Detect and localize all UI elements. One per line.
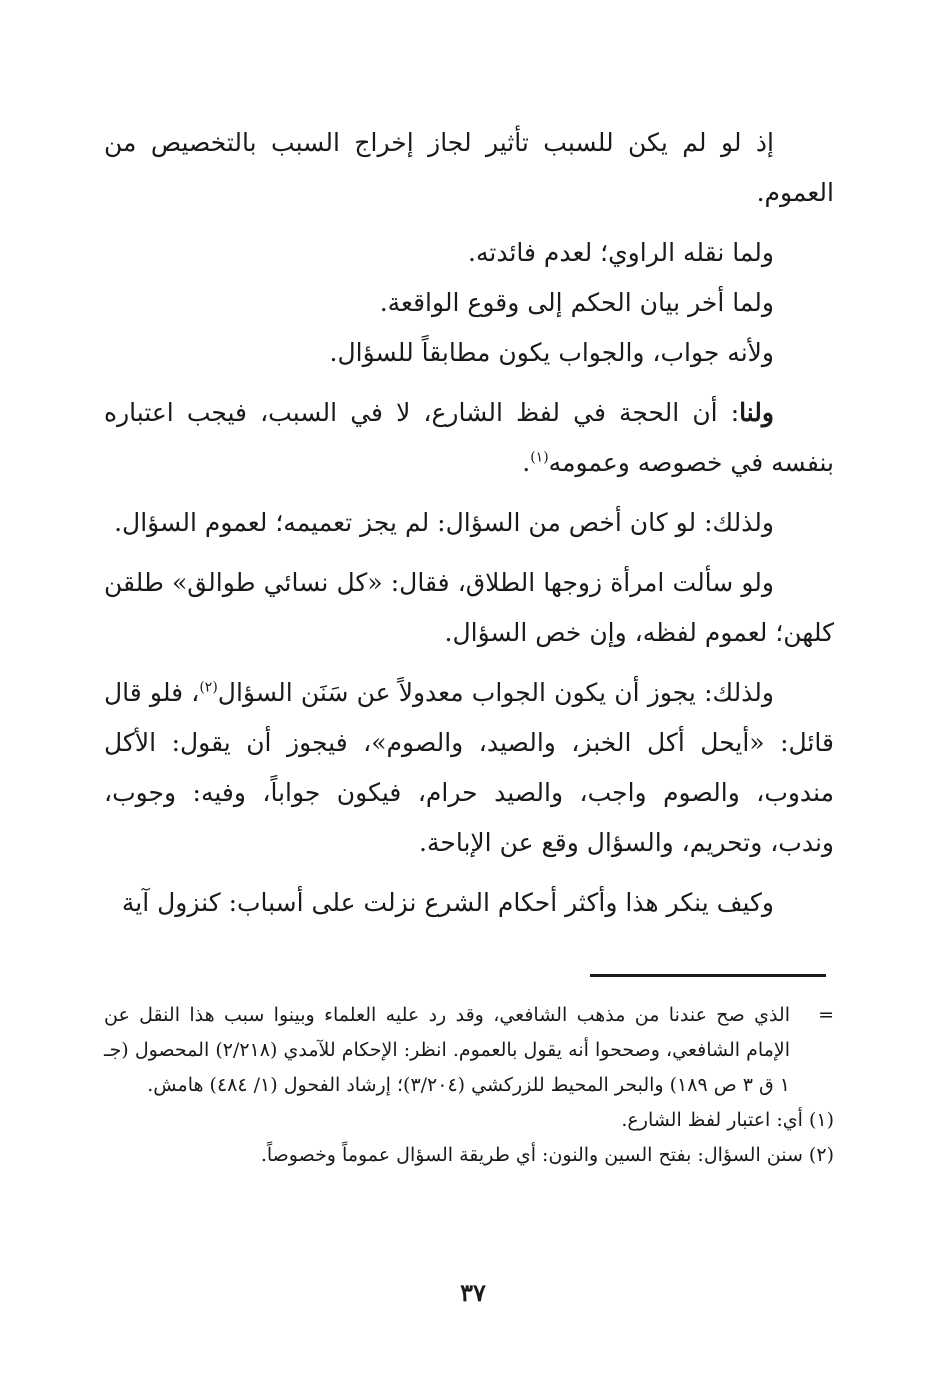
paragraph-8 <box>104 668 834 868</box>
footnotes <box>104 998 834 1173</box>
paragraph-5-bold: ولنا <box>739 398 774 427</box>
footnote-ref-2: (٢) <box>199 679 218 696</box>
footnote-continued <box>104 998 834 1103</box>
paragraph-7: ولو سألت امرأة زوجها الطلاق، فقال: «كل نسائي طوالق» طلقن كلهن؛ لعموم لفظه، وإن خص السؤال. <box>104 568 834 647</box>
paragraph-2: ولما نقله الراوي؛ لعدم فائدته. <box>468 238 774 267</box>
paragraph-8-b: ، فلو قال قائل: «أيحل أكل الخبز، والصيد، والصوم»، فيجوز أن يقول: الأكل مندوب، والصوم واجب، والصيد حرام، فيكون جواباً، وفيه: وجوب، وندب، وتحريم، والسؤال وقع عن الإباحة. <box>104 678 834 857</box>
paragraph-5-text: : أن الحجة في لفظ الشارع، لا في السبب، فيجب اعتباره بنفسه في خصوصه وعمومه <box>104 398 834 477</box>
paragraph-3: ولما أخر بيان الحكم إلى وقوع الواقعة. <box>379 288 774 317</box>
main-text <box>104 118 834 938</box>
footnote-2: (٢) سنن السؤال: بفتح السين والنون: أي طريقة السؤال عموماً وخصوصاً. <box>260 1144 834 1166</box>
paragraph-6: ولذلك: لو كان أخص من السؤال: لم يجز تعميمه؛ لعموم السؤال. <box>114 508 774 537</box>
paragraph-4: ولأنه جواب، والجواب يكون مطابقاً للسؤال. <box>329 338 774 367</box>
footnote-separator <box>590 974 826 977</box>
paragraph-8-a: ولذلك: يجوز أن يكون الجواب معدولاً عن سَنَن السؤال <box>217 678 774 707</box>
paragraph-5 <box>104 388 834 488</box>
paragraph-5-end: . <box>522 448 531 477</box>
footnote-ref-1: (١) <box>530 449 549 466</box>
page-number: ٣٧ <box>460 1278 486 1307</box>
footnote-1: (١) أي: اعتبار لفظ الشارع. <box>621 1109 834 1131</box>
continuation-mark: = <box>818 1004 834 1026</box>
paragraph-1: إذ لو لم يكن للسبب تأثير لجاز إخراج السبب بالتخصيص من العموم. <box>104 128 834 207</box>
paragraph-9: وكيف ينكر هذا وأكثر أحكام الشرع نزلت على أسباب: كنزول آية <box>121 888 774 917</box>
footnote-continued-text: الذي صح عندنا من مذهب الشافعي، وقد رد عليه العلماء وبينوا سبب هذا النقل عن الإمام الشافعي، وصححوا أنه يقول بالعموم. انظر: الإحكام للآمدي (٢/٢١٨) المحصول (جـ ١ ق ٣ ص ١٨٩) والبحر المحيط للزركشي (٣/٢٠٤)؛ إرشاد الفحول (١/ ٤٨٤) هامش. <box>104 1004 790 1096</box>
